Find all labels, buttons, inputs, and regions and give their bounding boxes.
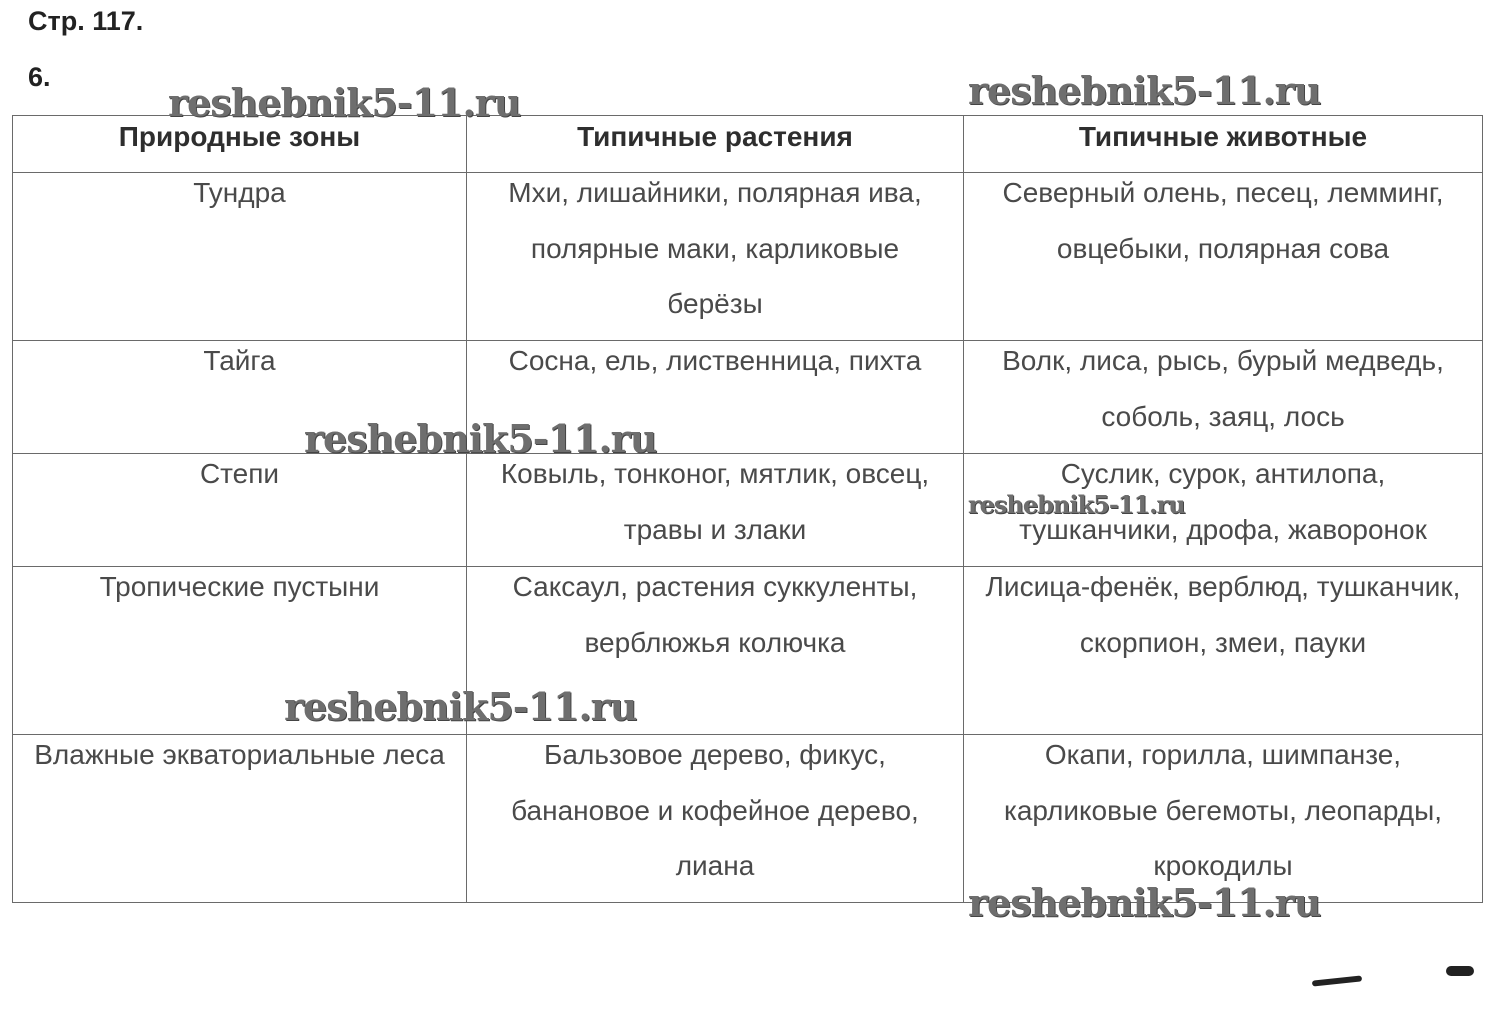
plants-cell: Ковыль, тонконог, мятлик, овсец, травы и злаки [467, 454, 964, 567]
natural-zones-table [12, 115, 1483, 903]
watermark: reshebnik5-11.ru [968, 490, 1185, 519]
zone-cell: Тундра [13, 173, 467, 341]
task-number: 6. [28, 62, 51, 92]
table-row [13, 173, 1483, 341]
pen-mark [1446, 966, 1474, 976]
header-plants: Типичные растения [467, 116, 964, 173]
zone-cell: Тайга [13, 341, 467, 454]
table-row [13, 341, 1483, 454]
watermark: reshebnik5-11.ru [968, 68, 1321, 113]
plants-cell: Мхи, лишайники, полярная ива, полярные маки, карликовые берёзы [467, 173, 964, 341]
zone-cell: Степи [13, 454, 467, 567]
watermark: reshebnik5-11.ru [168, 80, 521, 125]
pen-mark [1312, 975, 1362, 986]
table-row [13, 735, 1483, 903]
zone-cell: Тропические пустыни [13, 567, 467, 735]
zone-cell: Влажные экваториальные леса [13, 735, 467, 903]
animals-cell: Волк, лиса, рысь, бурый медведь, соболь, заяц, лось [964, 341, 1483, 454]
watermark: reshebnik5-11.ru [968, 880, 1321, 925]
header-animals: Типичные животные [964, 116, 1483, 173]
plants-cell: Бальзовое дерево, фикус, банановое и кофейное дерево, лиана [467, 735, 964, 903]
header-zones: Природные зоны [13, 116, 467, 173]
animals-cell: Лисица-фенёк, верблюд, тушканчик, скорпион, змеи, пауки [964, 567, 1483, 735]
page-reference: Стр. 117. [28, 6, 144, 36]
plants-cell: Саксаул, растения суккуленты, верблюжья колючка [467, 567, 964, 735]
animals-cell: Северный олень, песец, лемминг, овцебыки, полярная сова [964, 173, 1483, 341]
table-row [13, 567, 1483, 735]
animals-cell: Суслик, сурок, антилопа, тушканчики, дрофа, жаворонок [964, 454, 1483, 567]
animals-cell: Окапи, горилла, шимпанзе, карликовые бегемоты, леопарды, крокодилы [964, 735, 1483, 903]
table-row [13, 454, 1483, 567]
plants-cell: Сосна, ель, лиственница, пихта [467, 341, 964, 454]
watermark: reshebnik5-11.ru [284, 684, 637, 729]
watermark: reshebnik5-11.ru [304, 416, 657, 461]
